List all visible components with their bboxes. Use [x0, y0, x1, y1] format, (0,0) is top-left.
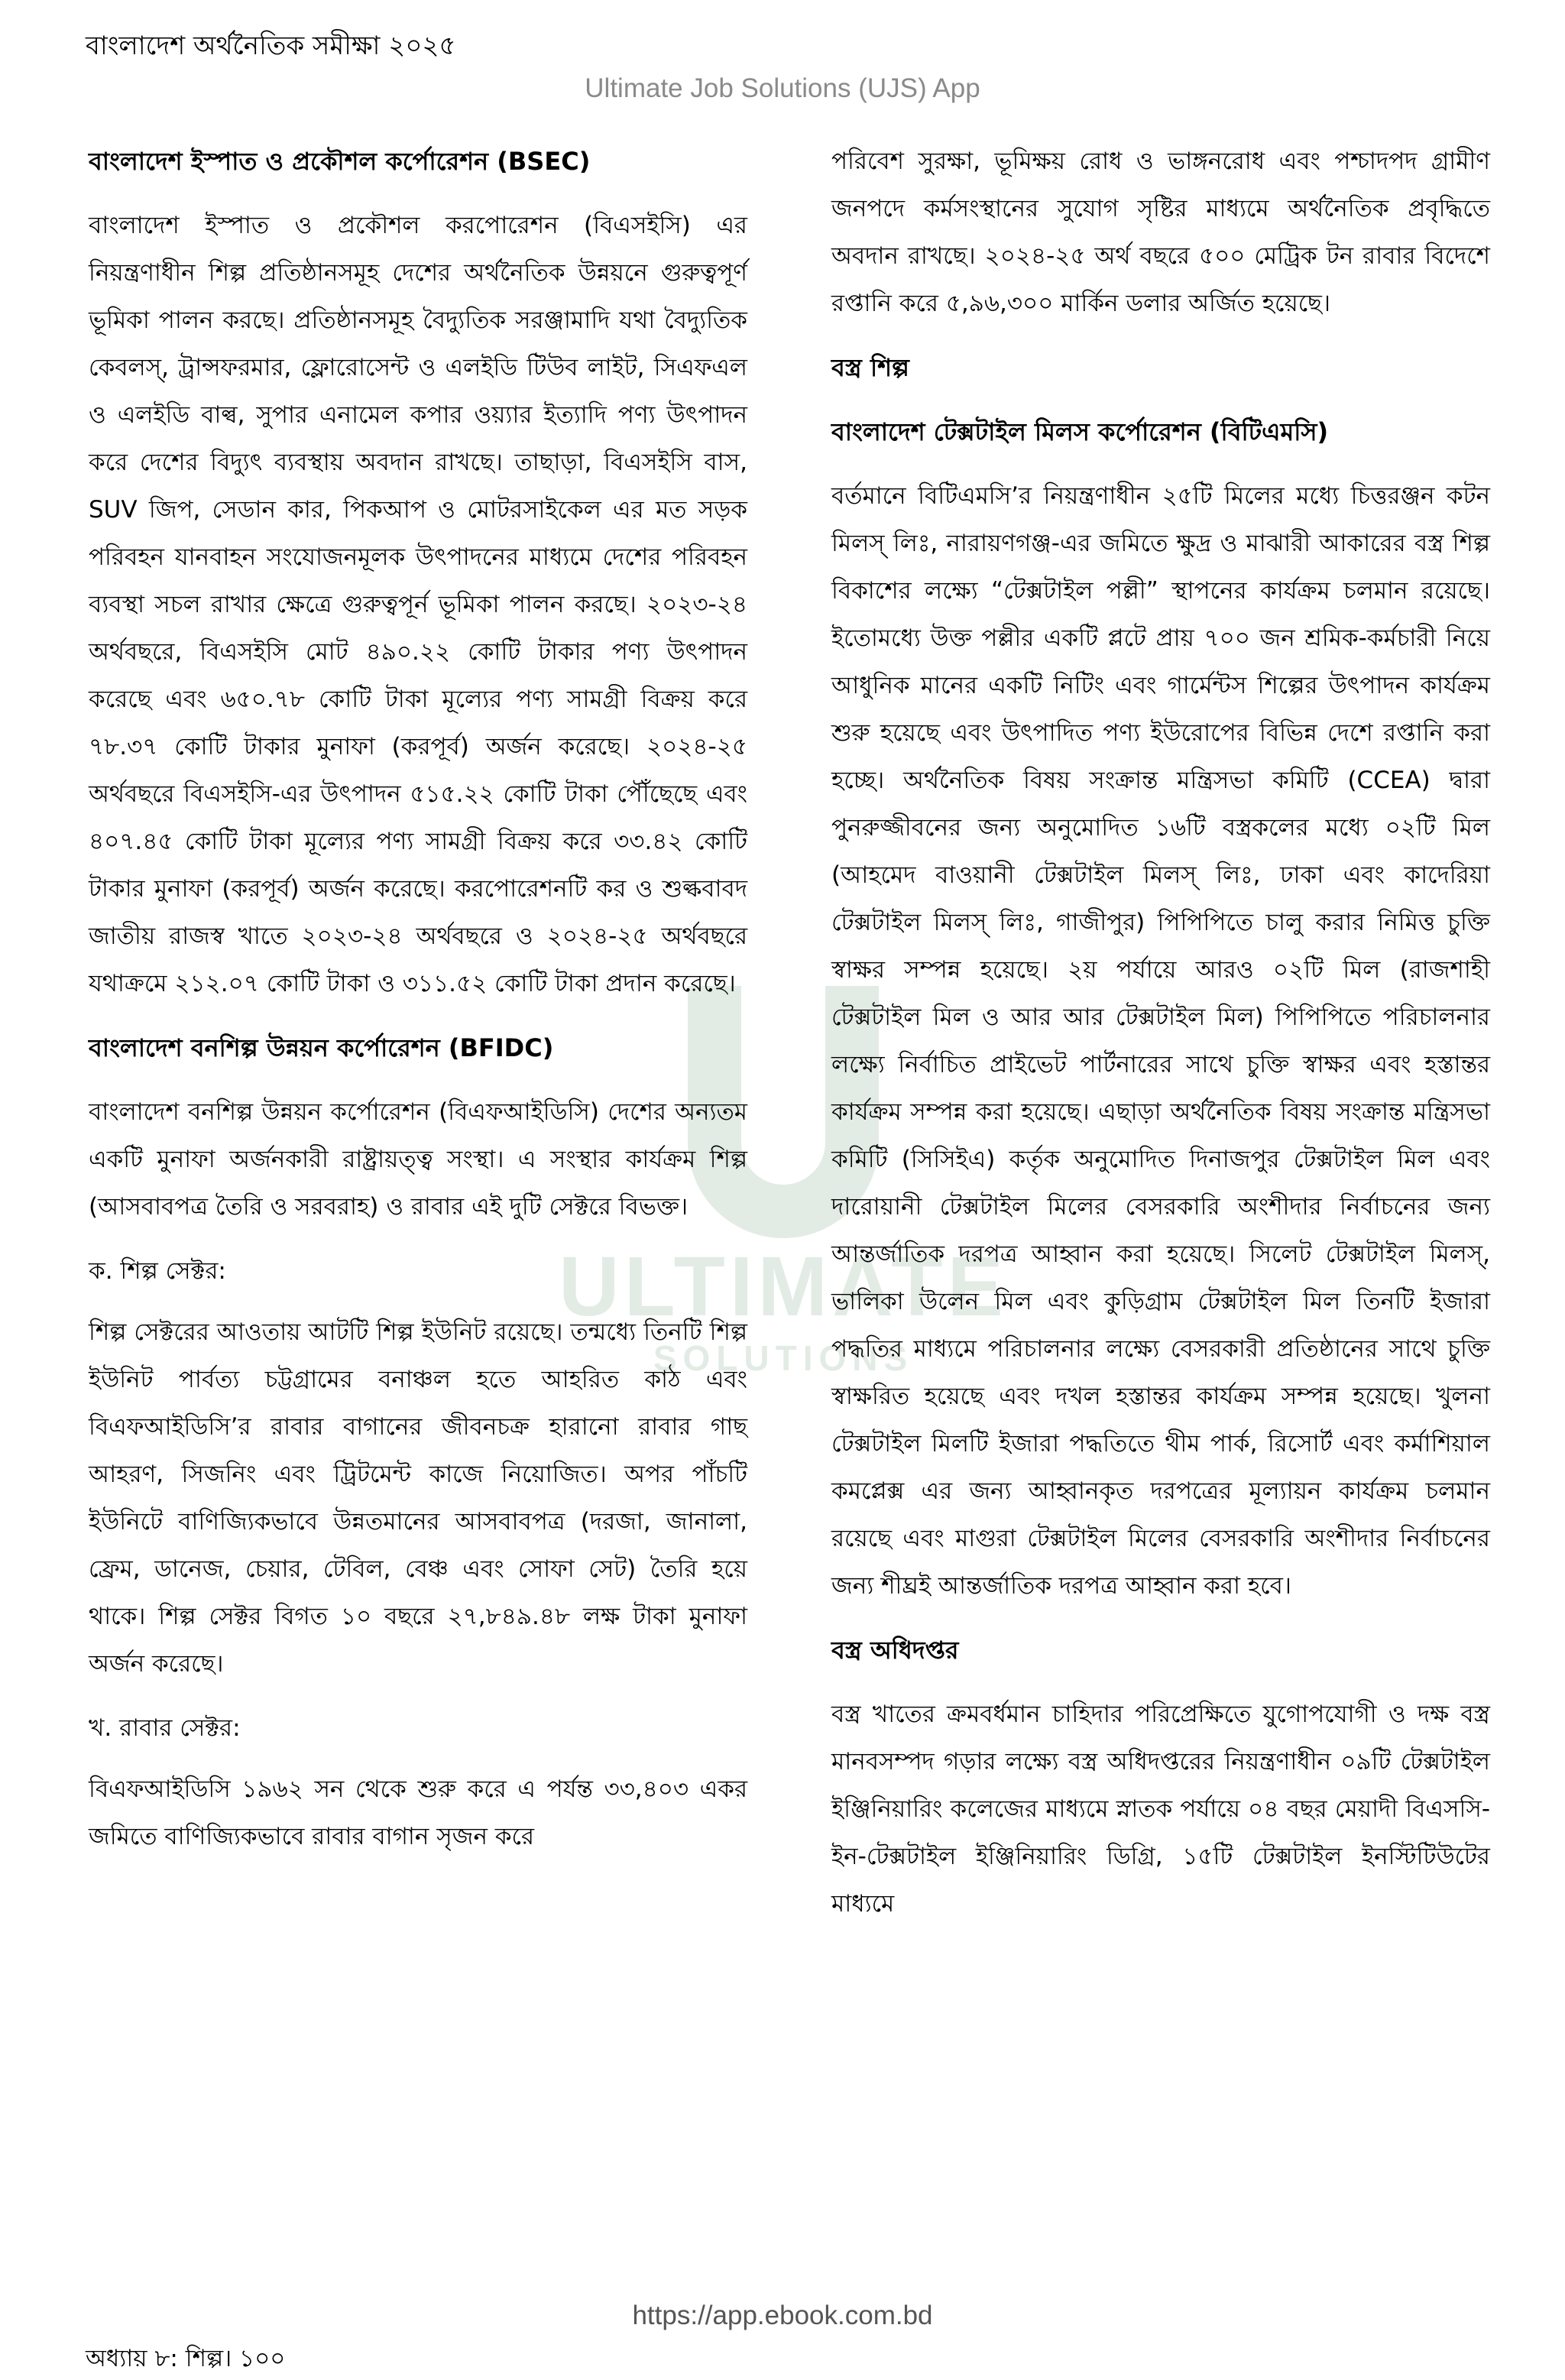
rubber-sector-paragraph: বিএফআইডিসি ১৯৬২ সন থেকে শুরু করে এ পর্যন্ত ৩৩,৪০৩ একর জমিতে বাণিজ্যিকভাবে রাবার বাগান সৃজন করে — [89, 1775, 747, 1850]
btmc-paragraph: বর্তমানে বিটিএমসি’র নিয়ন্ত্রণাধীন ২৫টি মিলের মধ্যে চিত্তরঞ্জন কটন মিলস্ লিঃ, নারায়ণগঞ্জ-এর জমিতে ক্ষুদ্র ও মাঝারী আকারের বস্ত্র শিল্প বিকাশের লক্ষ্যে “টেক্সটাইল পল্লী” স্থাপনের কার্যক্রম চলমান রয়েছে। ইতোমধ্যে উক্ত পল্লীর একটি প্লটে প্রায় ৭০০ জন শ্রমিক-কর্মচারী নিয়ে আধুনিক মানের একটি নিটিং এবং গার্মেন্টস শিল্পের উৎপাদন কার্যক্রম শুরু হয়েছে এবং উৎপাদিত পণ্য ইউরোপের বিভিন্ন দেশে রপ্তানি করা হচ্ছে। অর্থনৈতিক বিষয় সংক্রান্ত মন্ত্রিসভা কমিটি (CCEA) দ্বারা পুনরুজ্জীবনের জন্য অনুমোদিত ১৬টি বস্ত্রকলের মধ্যে ০২টি মিল (আহমেদ বাওয়ানী টেক্সটাইল মিলস্ লিঃ, ঢাকা এবং কাদেরিয়া টেক্সটাইল মিলস্ লিঃ, গাজীপুর) পিপিপিতে চালু করার নিমিত্ত চুক্তি স্বাক্ষর সম্পন্ন হয়েছে। ২য় পর্যায়ে আরও ০২টি মিল (রাজশাহী টেক্সটাইল মিল ও আর আর টেক্সটাইল মিল) পিপিপিতে পরিচালনার লক্ষ্যে নির্বাচিত প্রাইভেট পার্টনারের সাথে চুক্তি স্বাক্ষর এবং হস্তান্তর কার্যক্রম সম্পন্ন করা হয়েছে। এছাড়া অর্থনৈতিক বিষয় সংক্রান্ত মন্ত্রিসভা কমিটি (সিসিইএ) কর্তৃক অনুমোদিত দিনাজপুর টেক্সটাইল মিল এবং দারোয়ানী টেক্সটাইল মিলের বেসরকারি অংশীদার নির্বাচনের জন্য আন্তর্জাতিক দরপত্র আহ্বান করা হয়েছে। সিলেট টেক্সটাইল মিলস্, ভালিকা উলেন মিল এবং কুড়িগ্রাম টেক্সটাইল মিল তিনটি ইজারা পদ্ধতির মাধ্যমে পরিচালনার লক্ষ্যে বেসরকারী প্রতিষ্ঠানের সাথে চুক্তি স্বাক্ষরিত হয়েছে এবং দখল হস্তান্তর কার্যক্রম সম্পন্ন হয়েছে। খুলনা টেক্সটাইল মিলটি ইজারা পদ্ধতিতে থীম পার্ক, রিসোর্ট এবং কর্মাশিয়াল কমপ্লেক্স এর জন্য আহ্বানকৃত দরপত্রের মূল্যায়ন কার্যক্রম চলমান রয়েছে এবং মাগুরা টেক্সটাইল মিলের বেসরকারি অংশীদার নির্বাচনের জন্য শীঘ্রই আন্তর্জাতিক দরপত্র আহ্বান করা হবে। — [831, 482, 1490, 1600]
btmc-heading: বাংলাদেশ টেক্সটাইল মিলস কর্পোরেশন (বিটিএমসি) — [831, 417, 1329, 446]
department-of-textiles-paragraph: বস্ত্র খাতের ক্রমবর্ধমান চাহিদার পরিপ্রেক্ষিতে যুগোপযোগী ও দক্ষ বস্ত্র মানবসম্পদ গড়ার লক্ষ্যে বস্ত্র অধিদপ্তরের নিয়ন্ত্রণাধীন ০৯টি টেক্সটাইল ইঞ্জিনিয়ারিং কলেজের মাধ্যমে স্নাতক পর্যায়ে ০৪ বছর মেয়াদী বিএসসি-ইন-টেক্সটাইল ইঞ্জিনিয়ারিং ডিগ্রি, ১৫টি টেক্সটাইল ইনস্টিটিউটের মাধ্যমে — [831, 1701, 1490, 1918]
running-header-title: বাংলাদেশ অর্থনৈতিক সমীক্ষা ২০২৫ — [86, 31, 456, 61]
bsec-heading: বাংলাদেশ ইস্পাত ও প্রকৌশল কর্পোরেশন (BSEC) — [89, 147, 591, 176]
footer-page-label: অধ্যায় ৮: শিল্প। ১০০ — [86, 2345, 286, 2372]
department-of-textiles-heading: বস্ত্র অধিদপ্তর — [831, 1636, 959, 1665]
industry-sector-paragraph: শিল্প সেক্টরের আওতায় আটটি শিল্প ইউনিট রয়েছে। তন্মধ্যে তিনটি শিল্প ইউনিট পার্বত্য চট্টগ্রামের বনাঞ্চল হতে আহরিত কাঠ এবং বিএফআইডিসি’র রাবার বাগানের জীবনচক্র হারানো রাবার গাছ আহরণ, সিজনিং এবং ট্রিটমেন্ট কাজে নিয়োজিত। অপর পাঁচটি ইউনিটে বাণিজ্যিকভাবে উন্নতমানের আসবাবপত্র (দরজা, জানালা, ফ্রেম, ডানেজ, চেয়ার, টেবিল, বেঞ্চ এবং সোফা সেট) তৈরি হয়ে থাকে। শিল্প সেক্টর বিগত ১০ বছরে ২৭,৮৪৯.৪৮ লক্ষ টাকা মুনাফা অর্জন করেছে। — [89, 1318, 747, 1678]
footer-url-link[interactable]: https://app.ebook.com.bd — [632, 2301, 933, 2330]
bfidc-paragraph: বাংলাদেশ বনশিল্প উন্নয়ন কর্পোরেশন (বিএফআইডিসি) দেশের অন্যতম একটি মুনাফা অর্জনকারী রাষ্ট্রায়ত্ত্ব সংস্থা। এ সংস্থার কার্যক্রম শিল্প (আসবাবপত্র তৈরি ও সরবরাহ) ও রাবার এই দুটি সেক্টরে বিভক্ত। — [89, 1098, 747, 1221]
right-column — [831, 138, 1490, 1944]
textile-industry-heading: বস্ত্র শিল্প — [831, 353, 909, 382]
bsec-paragraph: বাংলাদেশ ইস্পাত ও প্রকৌশল করপোরেশন (বিএসইসি) এর নিয়ন্ত্রণাধীন শিল্প প্রতিষ্ঠানসমূহ দেশের অর্থনৈতিক উন্নয়নে গুরুত্বপূর্ণ ভূমিকা পালন করছে। প্রতিষ্ঠানসমূহ বৈদ্যুতিক সরঞ্জামাদি যথা বৈদ্যুতিক কেবলস্, ট্রান্সফরমার, ফ্লোরোসেন্ট ও এলইডি টিউব লাইট, সিএফএল ও এলইডি বাল্ব, সুপার এনামেল কপার ওয়্যার ইত্যাদি পণ্য উৎপাদন করে দেশের বিদ্যুৎ ব্যবস্থায় অবদান রাখছে। তাছাড়া, বিএসইসি বাস, SUV জিপ, সেডান কার, পিকআপ ও মোটরসাইকেল এর মত সড়ক পরিবহন যানবাহন সংযোজনমূলক উৎপাদনের মাধ্যমে দেশের পরিবহন ব্যবস্থা সচল রাখার ক্ষেত্রে গুরুত্বপূর্ন ভূমিকা পালন করছে। ২০২৩-২৪ অর্থবছরে, বিএসইসি মোট ৪৯০.২২ কোটি টাকার পণ্য উৎপাদন করেছে এবং ৬৫০.৭৮ কোটি টাকা মূল্যের পণ্য সামগ্রী বিক্রয় করে ৭৮.৩৭ কোটি টাকার মুনাফা (করপূর্ব) অর্জন করেছে। ২০২৪-২৫ অর্থবছরে বিএসইসি-এর উৎপাদন ৫১৫.২২ কোটি টাকা পৌঁছেছে এবং ৪০৭.৪৫ কোটি টাকা মূল্যের পণ্য সামগ্রী বিক্রয় করে ৩৩.৪২ কোটি টাকার মুনাফা (করপূর্ব) অর্জন করেছে। করপোরেশনটি কর ও শুল্কবাবদ জাতীয় রাজস্ব খাতে ২০২৩-২৪ অর্থবছরে ও ২০২৪-২৫ অর্থবছরে যথাক্রমে ২১২.০৭ কোটি টাকা ও ৩১১.৫২ কোটি টাকা প্রদান করেছে। — [89, 212, 747, 997]
rubber-sector-heading: খ. রাবার সেক্টর: — [89, 1714, 241, 1742]
watermark-word: ULTIMATE — [559, 1240, 1008, 1334]
bfidc-heading: বাংলাদেশ বনশিল্প উন্নয়ন কর্পোরেশন (BFIDC) — [89, 1033, 554, 1062]
left-column — [89, 138, 747, 1877]
rubber-continued-paragraph: পরিবেশ সুরক্ষা, ভূমিক্ষয় রোধ ও ভাঙ্গনরোধ এবং পশ্চাদপদ গ্রামীণ জনপদে কর্মসংস্থানের সুযোগ সৃষ্টির মাধ্যমে অর্থনৈতিক প্রবৃদ্ধিতে অবদান রাখছে। ২০২৪-২৫ অর্থ বছরে ৫০০ মেট্রিক টন রাবার বিদেশে রপ্তানি করে ৫,৯৬,৩০০ মার্কিন ডলার অর্জিত হয়েছে। — [831, 148, 1490, 317]
watermark-subword: SOLUTIONS — [653, 1338, 914, 1378]
industry-sector-heading: ক. শিল্প সেক্টর: — [89, 1257, 226, 1285]
app-banner: Ultimate Job Solutions (UJS) App — [585, 73, 980, 103]
